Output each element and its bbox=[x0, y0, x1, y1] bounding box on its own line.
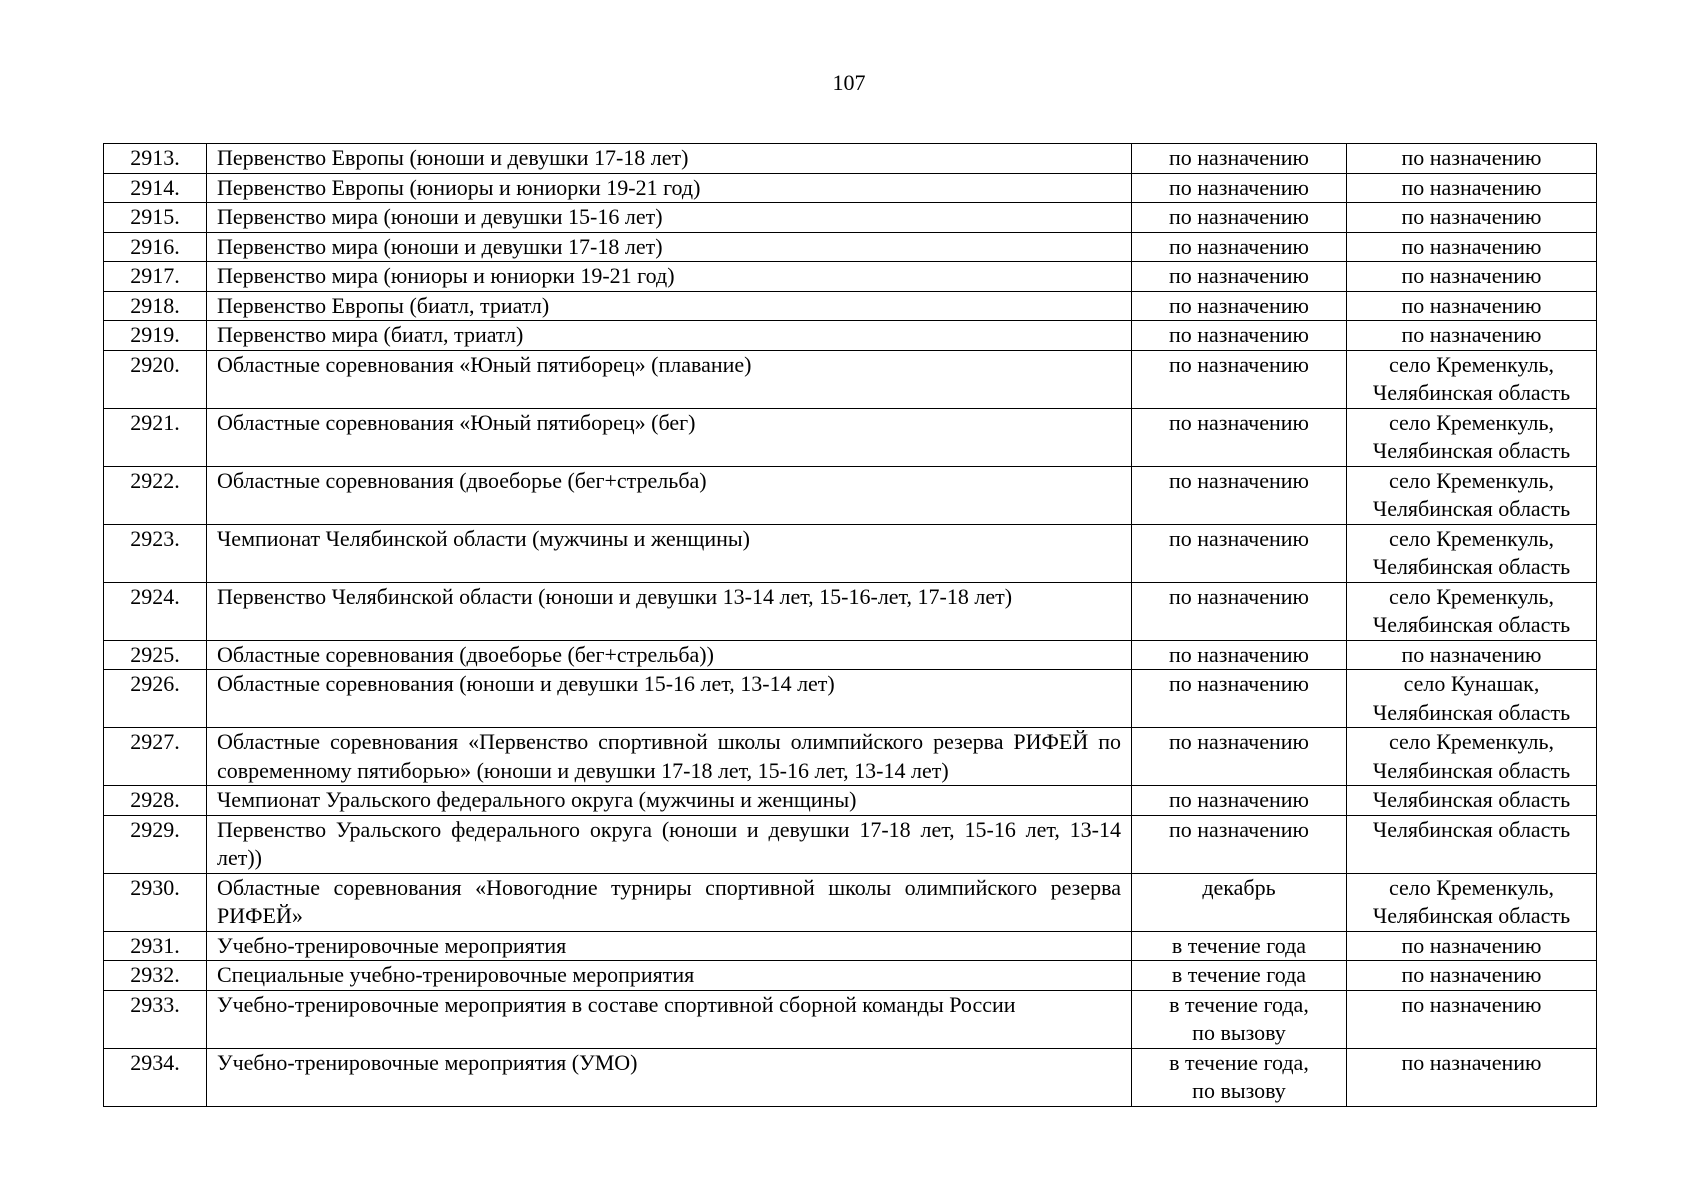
event-name: Областные соревнования «Юный пятиборец» (бег) bbox=[207, 408, 1132, 466]
table-row bbox=[104, 961, 1597, 991]
table-row bbox=[104, 873, 1597, 931]
event-date bbox=[1132, 203, 1347, 233]
event-place-line: село Кременкуль, bbox=[1388, 729, 1555, 754]
row-number: 2917. bbox=[104, 262, 207, 292]
row-number: 2933. bbox=[104, 990, 207, 1048]
event-date bbox=[1132, 524, 1347, 582]
event-place bbox=[1347, 408, 1597, 466]
event-place-line: по назначению bbox=[1401, 292, 1542, 318]
table-row bbox=[104, 408, 1597, 466]
event-place-line: по назначению bbox=[1401, 641, 1542, 667]
event-place-line: село Кременкуль, bbox=[1388, 351, 1555, 377]
row-number: 2932. bbox=[104, 961, 207, 991]
event-place-line: село Кременкуль, bbox=[1388, 467, 1555, 493]
event-place-line: по назначению bbox=[1401, 174, 1542, 200]
event-date-line: в течение года, bbox=[1169, 1049, 1309, 1075]
event-date bbox=[1132, 728, 1347, 786]
event-place-line: село Кременкуль, bbox=[1388, 409, 1555, 435]
event-name: Первенство Европы (юноши и девушки 17-18 лет) bbox=[207, 144, 1132, 174]
row-number: 2919. bbox=[104, 321, 207, 351]
table-row bbox=[104, 670, 1597, 728]
event-place bbox=[1347, 1048, 1597, 1106]
table-row bbox=[104, 931, 1597, 961]
event-place-line: по назначению bbox=[1401, 1049, 1542, 1075]
event-place-line: Челябинская область bbox=[1372, 380, 1571, 405]
event-date-line: по назначению bbox=[1169, 525, 1309, 551]
event-date-line: в течение года bbox=[1171, 962, 1307, 987]
event-name: Первенство мира (юноши и девушки 17-18 лет) bbox=[207, 232, 1132, 262]
event-name: Чемпионат Уральского федерального округа (мужчины и женщины) bbox=[207, 786, 1132, 816]
event-date bbox=[1132, 466, 1347, 524]
row-number: 2923. bbox=[104, 524, 207, 582]
event-date-line: по назначению bbox=[1169, 351, 1309, 377]
event-place-line: по назначению bbox=[1401, 991, 1542, 1017]
event-place-line: Челябинская область bbox=[1372, 699, 1571, 725]
event-date-line: в течение года, bbox=[1169, 991, 1309, 1017]
event-date-line: по назначению bbox=[1169, 204, 1309, 229]
row-number: 2927. bbox=[104, 728, 207, 786]
table-row bbox=[104, 815, 1597, 873]
row-number: 2930. bbox=[104, 873, 207, 931]
table-row bbox=[104, 203, 1597, 233]
event-date bbox=[1132, 262, 1347, 292]
event-place bbox=[1347, 670, 1597, 728]
event-date-line: по назначению bbox=[1169, 816, 1309, 842]
row-number: 2918. bbox=[104, 291, 207, 321]
event-name: Первенство мира (юниоры и юниорки 19-21 год) bbox=[207, 262, 1132, 292]
page-number: 107 bbox=[832, 70, 866, 95]
event-place-line: село Кременкуль, bbox=[1388, 583, 1555, 609]
event-name: Первенство Европы (юниоры и юниорки 19-21 год) bbox=[207, 173, 1132, 203]
event-place bbox=[1347, 786, 1597, 816]
event-date-line: в течение года bbox=[1171, 932, 1307, 958]
event-place bbox=[1347, 873, 1597, 931]
event-date bbox=[1132, 173, 1347, 203]
event-place-line: Челябинская область bbox=[1372, 757, 1571, 783]
event-place-line: Челябинская область bbox=[1372, 816, 1571, 842]
table-row bbox=[104, 640, 1597, 670]
event-date-line: по назначению bbox=[1169, 174, 1309, 200]
event-date-line: по назначению bbox=[1169, 322, 1309, 347]
table-row bbox=[104, 291, 1597, 321]
event-date bbox=[1132, 408, 1347, 466]
event-place bbox=[1347, 815, 1597, 873]
table-row bbox=[104, 144, 1597, 174]
event-place bbox=[1347, 262, 1597, 292]
event-date bbox=[1132, 815, 1347, 873]
row-number: 2925. bbox=[104, 640, 207, 670]
row-number: 2922. bbox=[104, 466, 207, 524]
row-number: 2916. bbox=[104, 232, 207, 262]
row-number: 2924. bbox=[104, 582, 207, 640]
event-date bbox=[1132, 1048, 1347, 1106]
event-name: Областные соревнования (юноши и девушки 15-16 лет, 13-14 лет) bbox=[207, 670, 1132, 728]
events-table bbox=[103, 143, 1597, 1107]
event-place-line: Челябинская область bbox=[1372, 554, 1571, 579]
event-date-line: по вызову bbox=[1192, 1078, 1286, 1103]
event-name: Первенство мира (биатл, триатл) bbox=[207, 321, 1132, 351]
event-place bbox=[1347, 173, 1597, 203]
table-row bbox=[104, 321, 1597, 351]
event-date bbox=[1132, 291, 1347, 321]
table-row bbox=[104, 524, 1597, 582]
event-name: Первенство мира (юноши и девушки 15-16 лет) bbox=[207, 203, 1132, 233]
event-place-line: Челябинская область bbox=[1372, 787, 1571, 812]
event-place bbox=[1347, 321, 1597, 351]
event-place-line: Челябинская область bbox=[1372, 903, 1571, 928]
event-date-line: по назначению bbox=[1169, 145, 1309, 170]
event-place-line: по назначению bbox=[1401, 932, 1542, 958]
event-date-line: по назначению bbox=[1169, 787, 1309, 812]
event-place bbox=[1347, 931, 1597, 961]
event-date bbox=[1132, 350, 1347, 408]
event-place bbox=[1347, 144, 1597, 174]
event-date bbox=[1132, 931, 1347, 961]
event-name: Областные соревнования «Первенство спортивной школы олимпийского резерва РИФЕЙ по современному пятиборью» (юноши и девушки 17-18 лет, 15-16 лет, 13-14 лет) bbox=[207, 728, 1132, 786]
event-date bbox=[1132, 232, 1347, 262]
event-date-line: по назначению bbox=[1169, 583, 1309, 609]
table-row bbox=[104, 232, 1597, 262]
event-name: Чемпионат Челябинской области (мужчины и женщины) bbox=[207, 524, 1132, 582]
row-number: 2926. bbox=[104, 670, 207, 728]
event-place bbox=[1347, 990, 1597, 1048]
event-date-line: по назначению bbox=[1169, 263, 1309, 288]
table-row bbox=[104, 350, 1597, 408]
event-date bbox=[1132, 640, 1347, 670]
table-row bbox=[104, 582, 1597, 640]
row-number: 2915. bbox=[104, 203, 207, 233]
event-place-line: село Кременкуль, bbox=[1388, 525, 1555, 551]
event-date bbox=[1132, 961, 1347, 991]
event-name: Первенство Уральского федерального округа (юноши и девушки 17-18 лет, 15-16 лет, 13-14 лет)) bbox=[207, 815, 1132, 873]
table-row bbox=[104, 990, 1597, 1048]
event-name: Областные соревнования (двоеборье (бег+стрельба)) bbox=[207, 640, 1132, 670]
event-place-line: Челябинская область bbox=[1372, 496, 1571, 521]
row-number: 2913. bbox=[104, 144, 207, 174]
event-place-line: по назначению bbox=[1401, 322, 1542, 347]
table-row bbox=[104, 466, 1597, 524]
event-name: Учебно-тренировочные мероприятия bbox=[207, 931, 1132, 961]
event-date bbox=[1132, 873, 1347, 931]
event-place-line: село Кременкуль, bbox=[1388, 874, 1555, 900]
event-place bbox=[1347, 203, 1597, 233]
event-place-line: по назначению bbox=[1401, 233, 1542, 259]
table-row bbox=[104, 262, 1597, 292]
event-place bbox=[1347, 640, 1597, 670]
row-number: 2928. bbox=[104, 786, 207, 816]
event-name: Областные соревнования (двоеборье (бег+стрельба) bbox=[207, 466, 1132, 524]
event-date-line: по назначению bbox=[1169, 671, 1309, 696]
events-table-body bbox=[104, 144, 1597, 1107]
event-place bbox=[1347, 232, 1597, 262]
event-place-line: по назначению bbox=[1401, 204, 1542, 229]
event-name: Первенство Челябинской области (юноши и девушки 13-14 лет, 15-16-лет, 17-18 лет) bbox=[207, 582, 1132, 640]
event-name: Областные соревнования «Новогодние турниры спортивной школы олимпийского резерва РИФЕЙ» bbox=[207, 873, 1132, 931]
event-date bbox=[1132, 144, 1347, 174]
row-number: 2921. bbox=[104, 408, 207, 466]
event-place bbox=[1347, 728, 1597, 786]
event-date-line: по вызову bbox=[1192, 1020, 1286, 1045]
table-row bbox=[104, 173, 1597, 203]
row-number: 2934. bbox=[104, 1048, 207, 1106]
row-number: 2929. bbox=[104, 815, 207, 873]
event-place-line: по назначению bbox=[1401, 263, 1542, 288]
event-place-line: село Кунашак, bbox=[1403, 671, 1540, 696]
event-place bbox=[1347, 582, 1597, 640]
event-date bbox=[1132, 786, 1347, 816]
event-date-line: по назначению bbox=[1169, 641, 1309, 667]
event-place-line: по назначению bbox=[1401, 962, 1542, 987]
event-name: Первенство Европы (биатл, триатл) bbox=[207, 291, 1132, 321]
event-place-line: по назначению bbox=[1401, 145, 1542, 170]
event-name: Специальные учебно-тренировочные мероприятия bbox=[207, 961, 1132, 991]
event-date bbox=[1132, 582, 1347, 640]
event-place bbox=[1347, 524, 1597, 582]
event-date-line: по назначению bbox=[1169, 467, 1309, 493]
event-date-line: декабрь bbox=[1202, 874, 1276, 900]
row-number: 2914. bbox=[104, 173, 207, 203]
event-date-line: по назначению bbox=[1169, 409, 1309, 435]
table-row bbox=[104, 786, 1597, 816]
event-name: Учебно-тренировочные мероприятия (УМО) bbox=[207, 1048, 1132, 1106]
event-place bbox=[1347, 961, 1597, 991]
event-date-line: по назначению bbox=[1169, 729, 1309, 754]
event-place-line: Челябинская область bbox=[1372, 612, 1571, 637]
event-date-line: по назначению bbox=[1169, 233, 1309, 259]
event-name: Областные соревнования «Юный пятиборец» (плавание) bbox=[207, 350, 1132, 408]
event-date bbox=[1132, 670, 1347, 728]
event-date-line: по назначению bbox=[1169, 292, 1309, 318]
event-date bbox=[1132, 990, 1347, 1048]
event-place bbox=[1347, 350, 1597, 408]
table-row bbox=[104, 728, 1597, 786]
event-place bbox=[1347, 291, 1597, 321]
event-place-line: Челябинская область bbox=[1372, 438, 1571, 463]
event-place bbox=[1347, 466, 1597, 524]
event-date bbox=[1132, 321, 1347, 351]
event-name: Учебно-тренировочные мероприятия в составе спортивной сборной команды России bbox=[207, 990, 1132, 1048]
row-number: 2931. bbox=[104, 931, 207, 961]
row-number: 2920. bbox=[104, 350, 207, 408]
table-row bbox=[104, 1048, 1597, 1106]
